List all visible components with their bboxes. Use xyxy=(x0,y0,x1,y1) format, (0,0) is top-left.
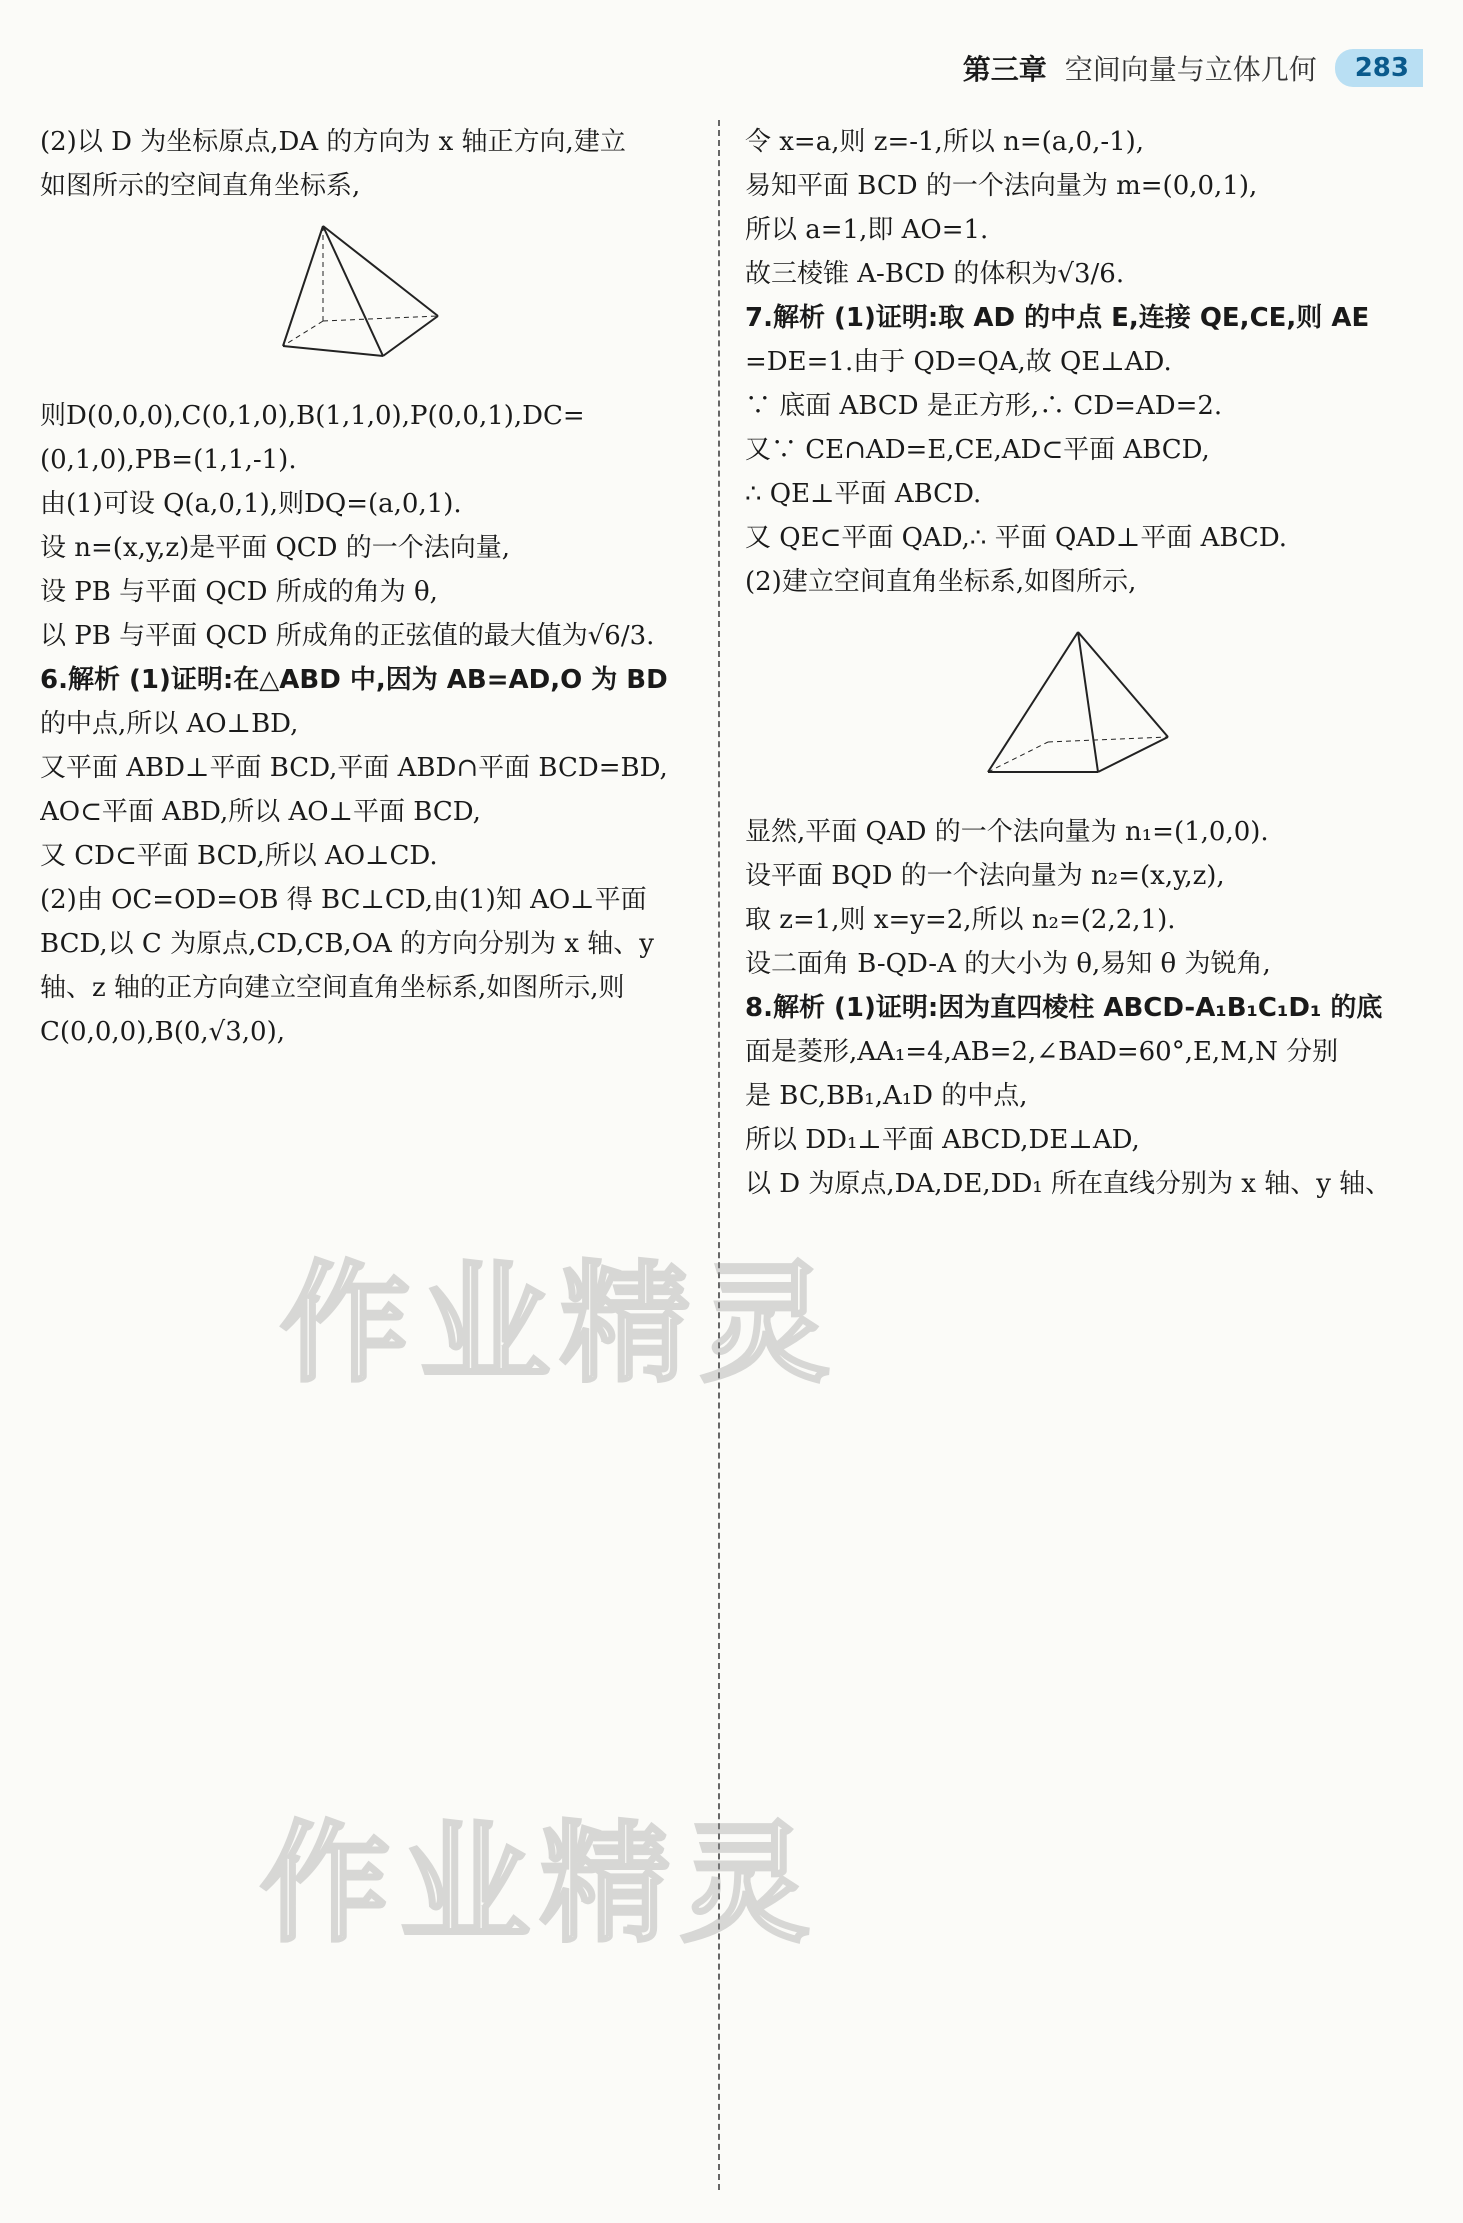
text-line: (0,1,0),PB=(1,1,-1). xyxy=(40,445,297,475)
text-line: 的中点,所以 AO⊥BD, xyxy=(40,709,299,739)
text-line: 轴、z 轴的正方向建立空间直角坐标系,如图所示,则 xyxy=(40,973,625,1003)
question-heading: 6.解析 (1)证明:在△ABD 中,因为 AB=AD,O 为 BD xyxy=(40,665,668,695)
page-header xyxy=(963,40,1423,96)
text-line: 令 x=a,则 z=-1,所以 n=(a,0,-1), xyxy=(745,127,1145,157)
text-line: 设二面角 B-QD-A 的大小为 θ,易知 θ 为锐角, xyxy=(745,949,1271,979)
text-line: 又 QE⊂平面 QAD,∴ 平面 QAD⊥平面 ABCD. xyxy=(745,523,1288,553)
text-line: 以 D 为原点,DA,DE,DD₁ 所在直线分别为 x 轴、y 轴、 xyxy=(745,1169,1392,1199)
text-line: 以 PB 与平面 QCD 所成角的正弦值的最大值为√6/3. xyxy=(40,621,655,651)
text-line: 则D(0,0,0),C(0,1,0),B(1,1,0),P(0,0,1),DC= xyxy=(40,401,585,431)
text-line: (2)以 D 为坐标原点,DA 的方向为 x 轴正方向,建立 xyxy=(40,127,626,157)
text-line: AO⊂平面 ABD,所以 AO⊥平面 BCD, xyxy=(40,797,481,827)
left-column xyxy=(40,120,705,1054)
text-line: C(0,0,0),B(0,√3,0), xyxy=(40,1017,285,1047)
question-heading: 7.解析 (1)证明:取 AD 的中点 E,连接 QE,CE,则 AE xyxy=(745,303,1370,333)
text-line: 是 BC,BB₁,A₁D 的中点, xyxy=(745,1081,1028,1111)
text-line: 又 CD⊂平面 BCD,所以 AO⊥CD. xyxy=(40,841,438,871)
chapter-title: 空间向量与立体几何 xyxy=(1064,53,1317,86)
text-line: 所以 DD₁⊥平面 ABCD,DE⊥AD, xyxy=(745,1125,1140,1155)
pyramid-figure xyxy=(263,216,483,386)
text-line: 易知平面 BCD 的一个法向量为 m=(0,0,1), xyxy=(745,171,1258,201)
text-line: 设平面 BQD 的一个法向量为 n₂=(x,y,z), xyxy=(745,861,1225,891)
text-line: 设 n=(x,y,z)是平面 QCD 的一个法向量, xyxy=(40,533,511,563)
text-line: 面是菱形,AA₁=4,AB=2,∠BAD=60°,E,M,N 分别 xyxy=(745,1037,1339,1067)
text-line: 显然,平面 QAD 的一个法向量为 n₁=(1,0,0). xyxy=(745,817,1269,847)
text-line: 设 PB 与平面 QCD 所成的角为 θ, xyxy=(40,577,438,607)
text-line: 又平面 ABD⊥平面 BCD,平面 ABD∩平面 BCD=BD, xyxy=(40,753,668,783)
text-line: (2)建立空间直角坐标系,如图所示, xyxy=(745,567,1137,597)
right-column xyxy=(745,120,1410,1206)
page-number: 283 xyxy=(1335,49,1423,87)
text-line: 如图所示的空间直角坐标系, xyxy=(40,171,361,201)
question-heading: 8.解析 (1)证明:因为直四棱柱 ABCD-A₁B₁C₁D₁ 的底 xyxy=(745,993,1383,1023)
watermark: 作业精灵 xyxy=(260,1808,821,1960)
chapter-label: 第三章 xyxy=(962,53,1047,86)
watermark: 作业精灵 xyxy=(280,1248,841,1400)
text-line: 由(1)可设 Q(a,0,1),则DQ=(a,0,1). xyxy=(40,489,462,519)
text-line: 故三棱锥 A-BCD 的体积为√3/6. xyxy=(745,259,1125,289)
text-line: (2)由 OC=OD=OB 得 BC⊥CD,由(1)知 AO⊥平面 xyxy=(40,885,647,915)
text-line: =DE=1.由于 QD=QA,故 QE⊥AD. xyxy=(745,347,1172,377)
text-line: 又∵ CE∩AD=E,CE,AD⊂平面 ABCD, xyxy=(745,435,1210,465)
pyramid-figure-2 xyxy=(958,612,1198,802)
text-line: 取 z=1,则 x=y=2,所以 n₂=(2,2,1). xyxy=(745,905,1176,935)
text-line: 所以 a=1,即 AO=1. xyxy=(745,215,989,245)
text-line: ∵ 底面 ABCD 是正方形,∴ CD=AD=2. xyxy=(745,391,1223,421)
text-line: BCD,以 C 为原点,CD,CB,OA 的方向分别为 x 轴、y xyxy=(40,929,654,959)
text-line: ∴ QE⊥平面 ABCD. xyxy=(745,479,982,509)
